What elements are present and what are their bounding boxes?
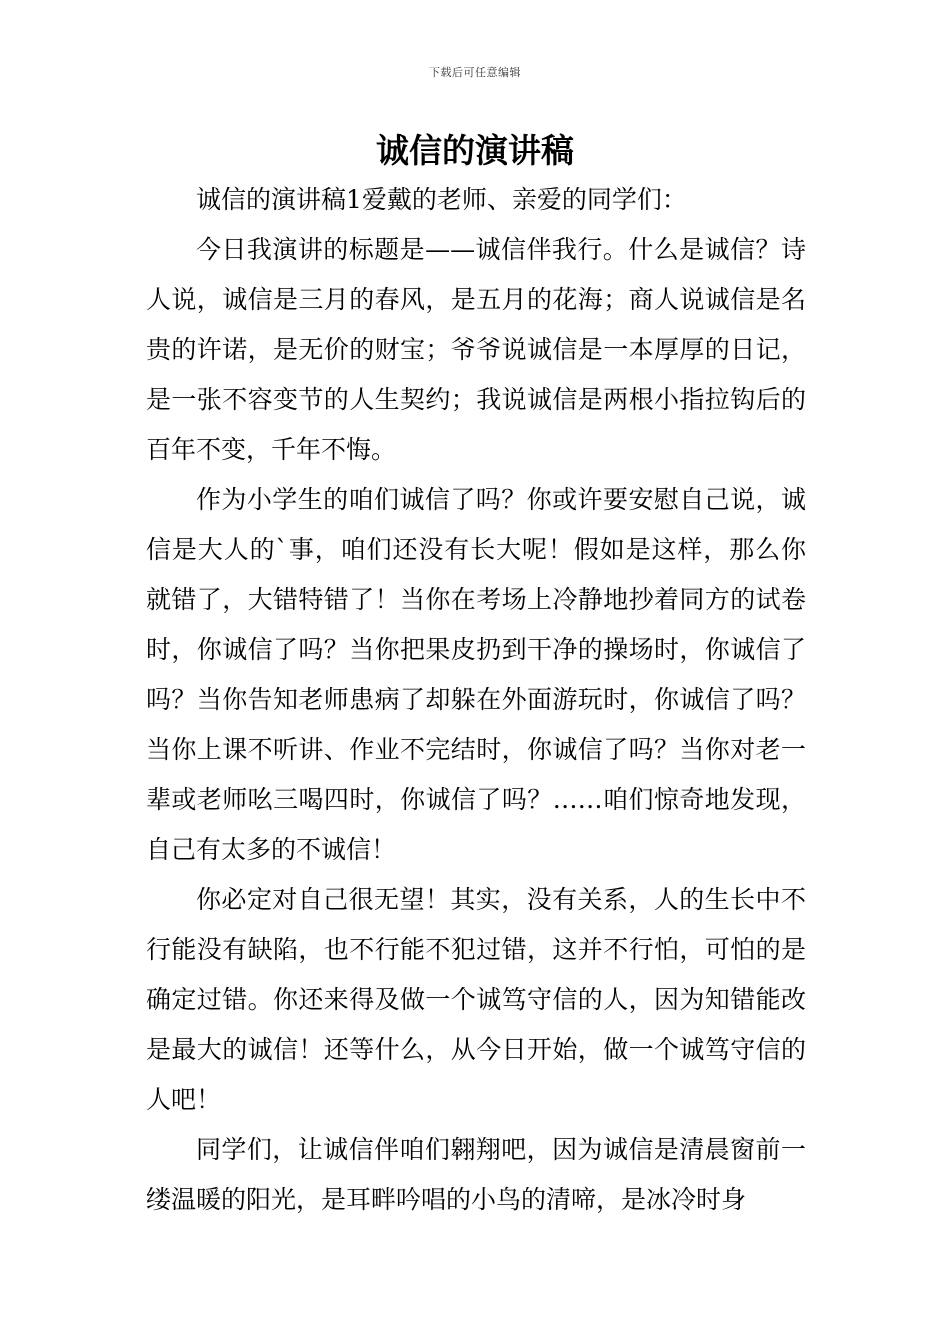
paragraph: 今日我演讲的标题是——诚信伴我行。什么是诚信？诗人说，诚信是三月的春风，是五月的花海；商人说诚信是名贵的许诺，是无价的财宝；爷爷说诚信是一本厚厚的日记，是一张不容变节的人生契约；我说诚信是两根小指拉钩后的百年不变，千年不悔。 <box>146 235 806 464</box>
paragraph: 同学们，让诚信伴咱们翱翔吧，因为诚信是清晨窗前一缕温暖的阳光，是耳畔吟唱的小鸟的清啼，是冰冷时身 <box>146 1135 806 1214</box>
paragraph-greeting: 诚信的演讲稿1爱戴的老师、亲爱的同学们： <box>196 185 687 214</box>
paragraph: 你必定对自己很无望！其实，没有关系，人的生长中不行能没有缺陷，也不行能不犯过错，这并不行怕，可怕的是确定过错。你还来得及做一个诚笃守信的人，因为知错能改是最大的诚信！还等什么，从今日开始，做一个诚笃守信的人吧！ <box>146 885 806 1114</box>
header-note: 下载后可任意编辑 <box>429 66 521 79</box>
page-title: 诚信的演讲稿 <box>376 131 574 170</box>
paragraph: 作为小学生的咱们诚信了吗？你或许要安慰自己说，诚信是大人的`事，咱们还没有长大呢！假如是这样，那么你就错了，大错特错了！当你在考场上冷静地抄着同方的试卷时，你诚信了吗？当你把果皮扔到干净的操场时，你诚信了吗？当你告知老师患病了却躲在外面游玩时，你诚信了吗？当你上课不听讲、作业不完结时，你诚信了吗？当你对老一辈或老师吆三喝四时，你诚信了吗？……咱们惊奇地发现，自己有太多的不诚信！ <box>146 485 806 864</box>
document-body <box>146 175 806 1225</box>
